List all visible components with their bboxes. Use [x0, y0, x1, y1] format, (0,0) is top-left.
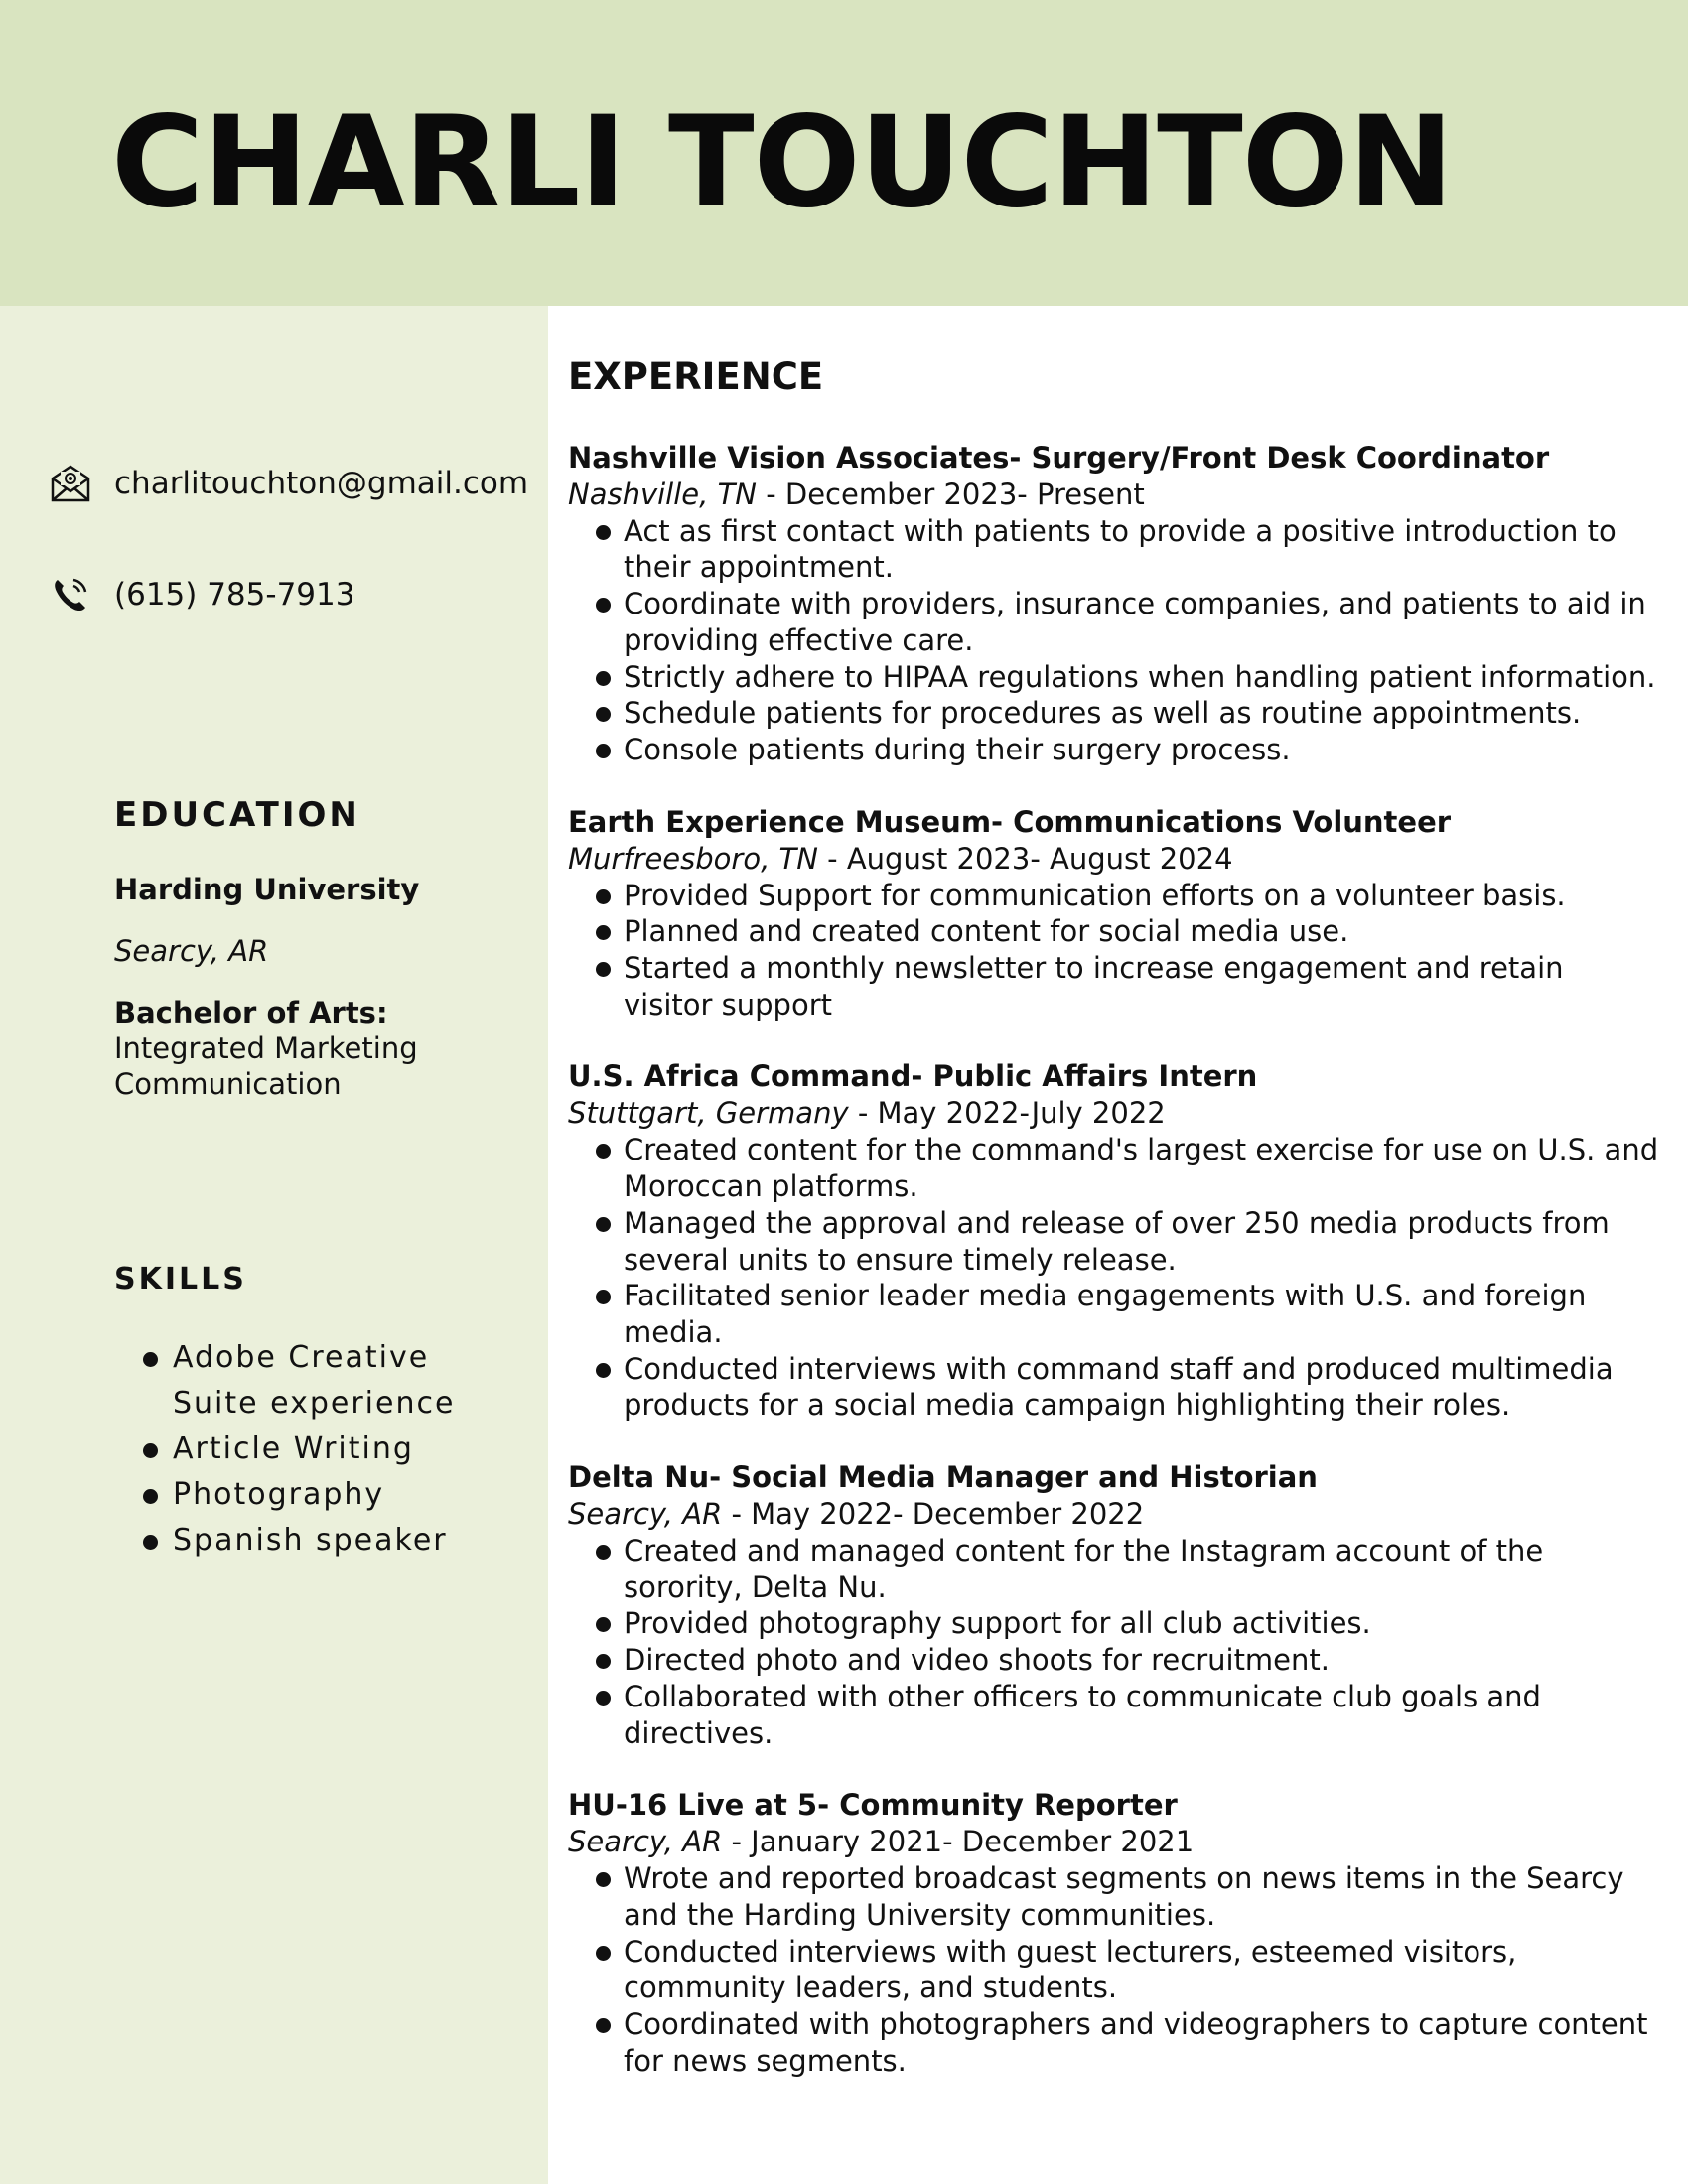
- header-banner: [0, 0, 1688, 306]
- job-meta: [568, 1824, 1660, 1860]
- job-entry: [568, 440, 1660, 768]
- email-row: [50, 463, 529, 504]
- job-bullet: Collaborated with other officers to communicate club goals and directives.: [624, 1679, 1660, 1751]
- job-meta: [568, 477, 1660, 513]
- job-location: Stuttgart, Germany: [568, 1096, 849, 1131]
- education-heading: EDUCATION: [114, 795, 360, 835]
- job-entry: [568, 804, 1660, 1024]
- job-bullet: Started a monthly newsletter to increase engagement and retain visitor support: [624, 950, 1660, 1023]
- job-bullet: Created and managed content for the Instagram account of the sorority, Delta Nu.: [624, 1533, 1660, 1605]
- job-entry: [568, 1459, 1660, 1751]
- job-bullet: Act as first contact with patients to provide a positive introduction to their appointment.: [624, 513, 1660, 586]
- experience-section: [568, 357, 1660, 2115]
- envelope-at-icon: [50, 463, 91, 504]
- email-text[interactable]: charlitouchton@gmail.com: [114, 466, 529, 501]
- job-entry: [568, 1787, 1660, 2079]
- job-meta: [568, 841, 1660, 878]
- job-location: Murfreesboro, TN: [568, 841, 818, 876]
- job-bullet: Directed photo and video shoots for recruitment.: [624, 1642, 1660, 1679]
- job-bullets: [568, 513, 1660, 768]
- job-title: HU-16 Live at 5- Community Reporter: [568, 1788, 1178, 1823]
- job-meta: [568, 1095, 1660, 1132]
- skill-item: Spanish speaker: [139, 1518, 455, 1564]
- major-line-2: Communication: [114, 1067, 342, 1101]
- job-bullet: Created content for the command's largest exercise for use on U.S. and Moroccan platforms.: [624, 1133, 1659, 1204]
- job-dates: - December 2023- Present: [756, 477, 1145, 511]
- skills-heading: SKILLS: [114, 1262, 247, 1297]
- job-bullet: Provided photography support for all club activities.: [624, 1605, 1660, 1642]
- job-bullet: Coordinated with photographers and videographers to capture content for news segments.: [624, 2006, 1660, 2079]
- job-bullet: Facilitated senior leader media engagements with U.S. and foreign media.: [624, 1278, 1660, 1350]
- job-bullet: Strictly adhere to HIPAA regulations when handling patient information.: [624, 659, 1660, 696]
- job-dates: - January 2021- December 2021: [722, 1825, 1195, 1859]
- job-bullet: Managed the approval and release of over 250 media products from several units to ensure timely release.: [624, 1205, 1660, 1278]
- job-dates: - May 2022-July 2022: [848, 1096, 1166, 1131]
- degree-label: Bachelor of Arts:: [114, 996, 388, 1029]
- phone-text[interactable]: (615) 785-7913: [114, 577, 355, 613]
- skill-item-text: Suite experience: [173, 1386, 456, 1421]
- job-bullet: Provided Support for communication efforts on a volunteer basis.: [624, 878, 1660, 914]
- skill-item-continuation: [139, 1381, 455, 1427]
- job-dates: - August 2023- August 2024: [817, 841, 1233, 876]
- phone-row: [50, 574, 355, 615]
- job-bullets: [568, 1860, 1660, 2079]
- experience-heading: EXPERIENCE: [568, 355, 824, 398]
- school-name: Harding University: [114, 873, 420, 906]
- job-dates: - May 2022- December 2022: [722, 1497, 1145, 1532]
- job-bullet: Planned and created content for social media use.: [624, 913, 1660, 950]
- major-line-1: Integrated Marketing: [114, 1031, 418, 1065]
- job-bullet: Coordinate with providers, insurance companies, and patients to aid in providing effective care.: [624, 586, 1660, 658]
- job-title: Earth Experience Museum- Communications Volunteer: [568, 804, 1452, 839]
- skill-item: Photography: [139, 1472, 455, 1518]
- job-bullets: [568, 1132, 1660, 1424]
- job-title: Nashville Vision Associates- Surgery/Front Desk Coordinator: [568, 440, 1550, 475]
- job-entry: [568, 1058, 1660, 1424]
- skill-item: Article Writing: [139, 1427, 455, 1472]
- job-bullet: Conducted interviews with command staff and produced multimedia products for a social media campaign highlighting their roles.: [624, 1351, 1660, 1424]
- job-meta: [568, 1496, 1660, 1533]
- job-bullet: Wrote and reported broadcast segments on news items in the Searcy and the Harding University communities.: [624, 1860, 1660, 1933]
- job-location: Searcy, AR: [568, 1497, 723, 1532]
- job-bullet: Conducted interviews with guest lecturers, esteemed visitors, community leaders, and students.: [624, 1934, 1660, 2006]
- job-location: Searcy, AR: [568, 1825, 723, 1859]
- candidate-name: CHARLI TOUCHTON: [111, 88, 1454, 235]
- skill-item: Adobe Creative: [139, 1335, 455, 1381]
- job-location: Nashville, TN: [568, 477, 757, 511]
- job-title: Delta Nu- Social Media Manager and Historian: [568, 1460, 1318, 1495]
- job-title: U.S. Africa Command- Public Affairs Intern: [568, 1059, 1258, 1094]
- phone-icon: [50, 574, 91, 615]
- skills-list: [139, 1335, 455, 1564]
- job-bullet: Console patients during their surgery process.: [624, 732, 1660, 768]
- job-bullets: [568, 878, 1660, 1024]
- school-location: Searcy, AR: [114, 934, 269, 968]
- job-bullets: [568, 1533, 1660, 1751]
- job-bullet: Schedule patients for procedures as well as routine appointments.: [624, 695, 1660, 732]
